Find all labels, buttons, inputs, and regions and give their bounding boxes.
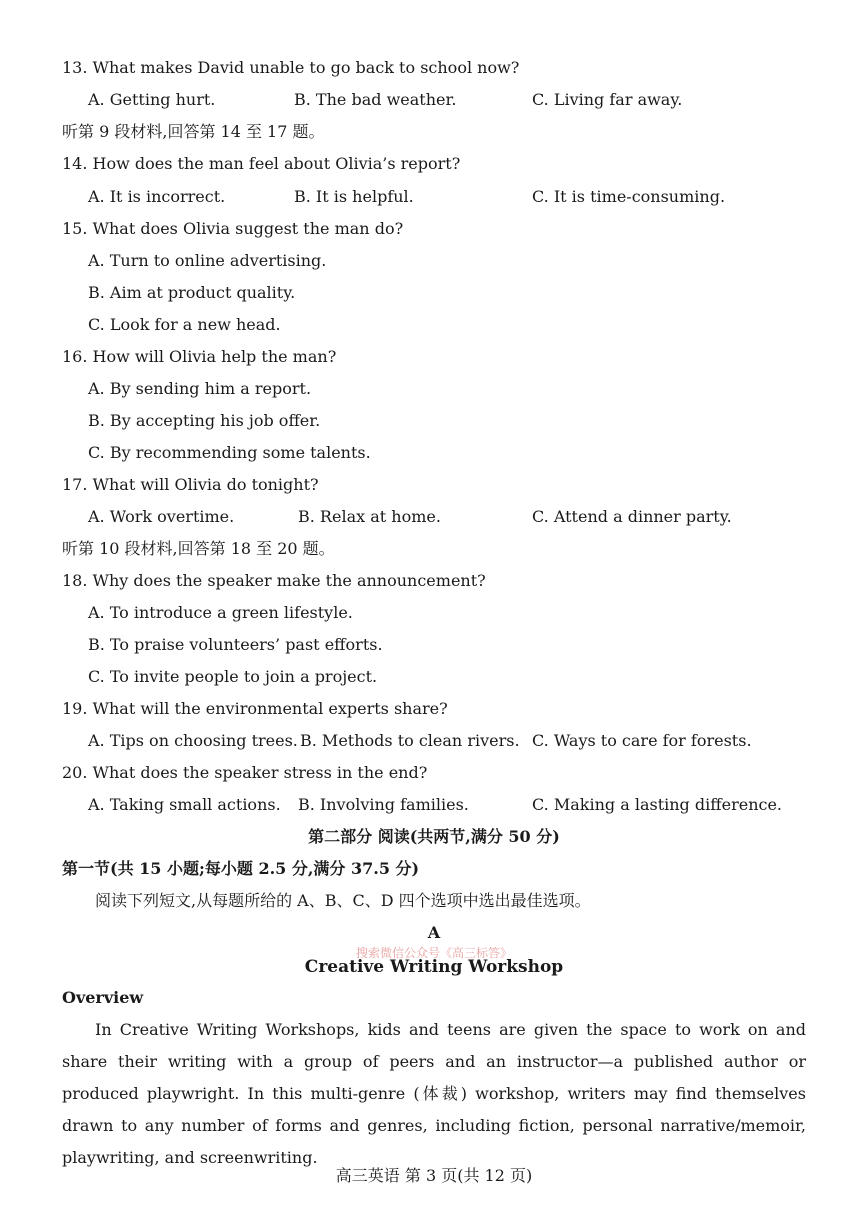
q20-option-b: B. Involving families. [298,795,469,814]
q14-option-c: C. It is time-consuming. [532,187,726,206]
q15-option-a: A. Turn to online advertising. [88,251,327,270]
page-footer: 高三英语 第 3 页(共 12 页) [335,1166,533,1185]
q14-option-b: B. It is helpful. [294,187,414,206]
question-16: 16. How will Olivia help the man? [62,347,337,366]
passage-title: Creative Writing Workshop [304,957,564,977]
question-20: 20. What does the speaker stress in the end? [62,763,428,782]
part-2-title: 第二部分 阅读(共两节,满分 50 分) [308,827,560,846]
q19-option-b: B. Methods to clean rivers. [300,731,520,750]
reading-instruction: 阅读下列短文,从每题所给的 A、B、C、D 四个选项中选出最佳选项。 [95,891,591,910]
question-14: 14. How does the man feel about Olivia’s report? [62,154,461,173]
q14-option-a: A. It is incorrect. [88,187,226,206]
q16-option-b: B. By accepting his job offer. [88,411,321,430]
question-13: 13. What makes David unable to go back to school now? [62,58,520,77]
section-1-heading: 第一节(共 15 小题;每小题 2.5 分,满分 37.5 分) [62,859,420,878]
q18-option-b: B. To praise volunteers’ past efforts. [88,635,383,654]
question-19: 19. What will the environmental experts share? [62,699,448,718]
overview-paragraph: In Creative Writing Workshops, kids and teens are given the space to work on and share their writing with a group of peers and an instructor—a published author or produced playwright. In this multi-genre (体裁) workshop, writers may find themselves drawn to any number of forms and genres, including fiction, personal narrative/memoir, playwriting, and screenwriting. [62,1020,806,1167]
q13-option-b: B. The bad weather. [294,90,457,109]
watermark: 搜索微信公众号《高三标答》 [355,946,512,960]
q18-option-c: C. To invite people to join a project. [88,667,378,686]
q20-option-c: C. Making a lasting difference. [532,795,783,814]
q13-option-a: A. Getting hurt. [88,90,216,109]
section-10-instruction: 听第 10 段材料,回答第 18 至 20 题。 [62,539,335,558]
q15-option-c: C. Look for a new head. [88,315,281,334]
question-18: 18. Why does the speaker make the announcement? [62,571,486,590]
q16-option-a: A. By sending him a report. [88,379,312,398]
q17-option-a: A. Work overtime. [88,507,235,526]
q19-option-a: A. Tips on choosing trees. [88,731,298,750]
q17-option-c: C. Attend a dinner party. [532,507,732,526]
question-17: 17. What will Olivia do tonight? [62,475,319,494]
section-9-instruction: 听第 9 段材料,回答第 14 至 17 题。 [62,122,325,141]
q16-option-c: C. By recommending some talents. [88,443,371,462]
q17-option-b: B. Relax at home. [298,507,441,526]
q15-option-b: B. Aim at product quality. [88,283,296,302]
q19-option-c: C. Ways to care for forests. [532,731,752,750]
q20-option-a: A. Taking small actions. [88,795,281,814]
overview-heading: Overview [62,988,144,1007]
question-15: 15. What does Olivia suggest the man do? [62,219,404,238]
q18-option-a: A. To introduce a green lifestyle. [88,603,353,622]
passage-letter: A [427,923,441,942]
q13-option-c: C. Living far away. [532,90,683,109]
